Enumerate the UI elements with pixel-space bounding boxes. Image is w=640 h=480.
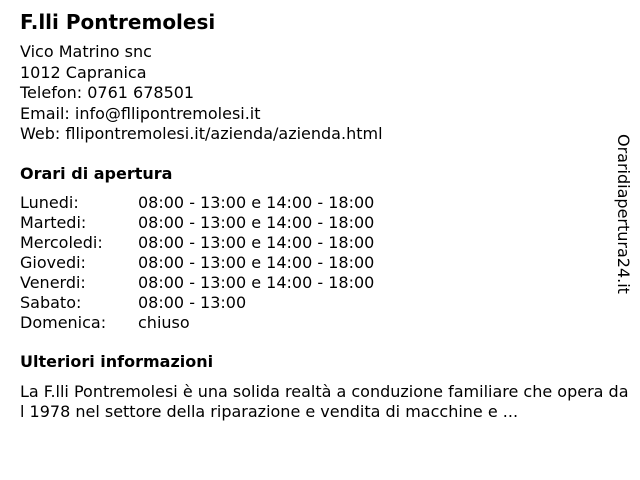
hours-value: 08:00 - 13:00 — [138, 292, 247, 312]
hours-value: 08:00 - 13:00 e 14:00 - 18:00 — [138, 212, 375, 232]
hours-row-thursday — [20, 253, 374, 273]
brand-watermark: Oraridiapertura24.it — [614, 134, 633, 294]
contact-block — [20, 42, 610, 145]
hours-value: 08:00 - 13:00 e 14:00 - 18:00 — [138, 252, 375, 272]
day-label: Sabato: — [20, 292, 82, 312]
opening-hours-table — [20, 193, 374, 333]
day-label: Mercoledi: — [20, 232, 103, 252]
email-line: Email: info@fllipontremolesi.it — [20, 103, 261, 123]
more-info-heading: Ulteriori informazioni — [20, 351, 214, 371]
hours-row-saturday — [20, 293, 374, 313]
hours-row-sunday — [20, 313, 374, 333]
address-city: 1012 Capranica — [20, 62, 147, 82]
phone-line: Telefon: 0761 678501 — [20, 83, 195, 102]
hours-row-monday — [20, 193, 374, 213]
hours-value: 08:00 - 13:00 e 14:00 - 18:00 — [138, 272, 375, 292]
opening-hours-heading: Orari di apertura — [20, 163, 173, 183]
business-name: F.lli Pontremolesi — [20, 10, 216, 34]
hours-value: 08:00 - 13:00 e 14:00 - 18:00 — [138, 232, 375, 252]
web-line: Web: fllipontremolesi.it/azienda/azienda.html — [20, 124, 383, 143]
day-label: Martedi: — [20, 212, 87, 232]
more-info-text: La F.lli Pontremolesi è una solida realtà a conduzione familiare che opera dal 1978 nel settore della riparazione e vendita di macchine e ... — [20, 381, 629, 421]
hours-row-wednesday — [20, 233, 374, 253]
hours-value: 08:00 - 13:00 e 14:00 - 18:00 — [138, 192, 375, 212]
hours-value: chiuso — [138, 312, 190, 332]
hours-row-friday — [20, 273, 374, 293]
day-label: Giovedi: — [20, 252, 86, 272]
day-label: Domenica: — [20, 312, 107, 332]
hours-row-tuesday — [20, 213, 374, 233]
day-label: Venerdi: — [20, 272, 86, 292]
day-label: Lunedi: — [20, 192, 79, 212]
address-street: Vico Matrino snc — [20, 42, 152, 61]
